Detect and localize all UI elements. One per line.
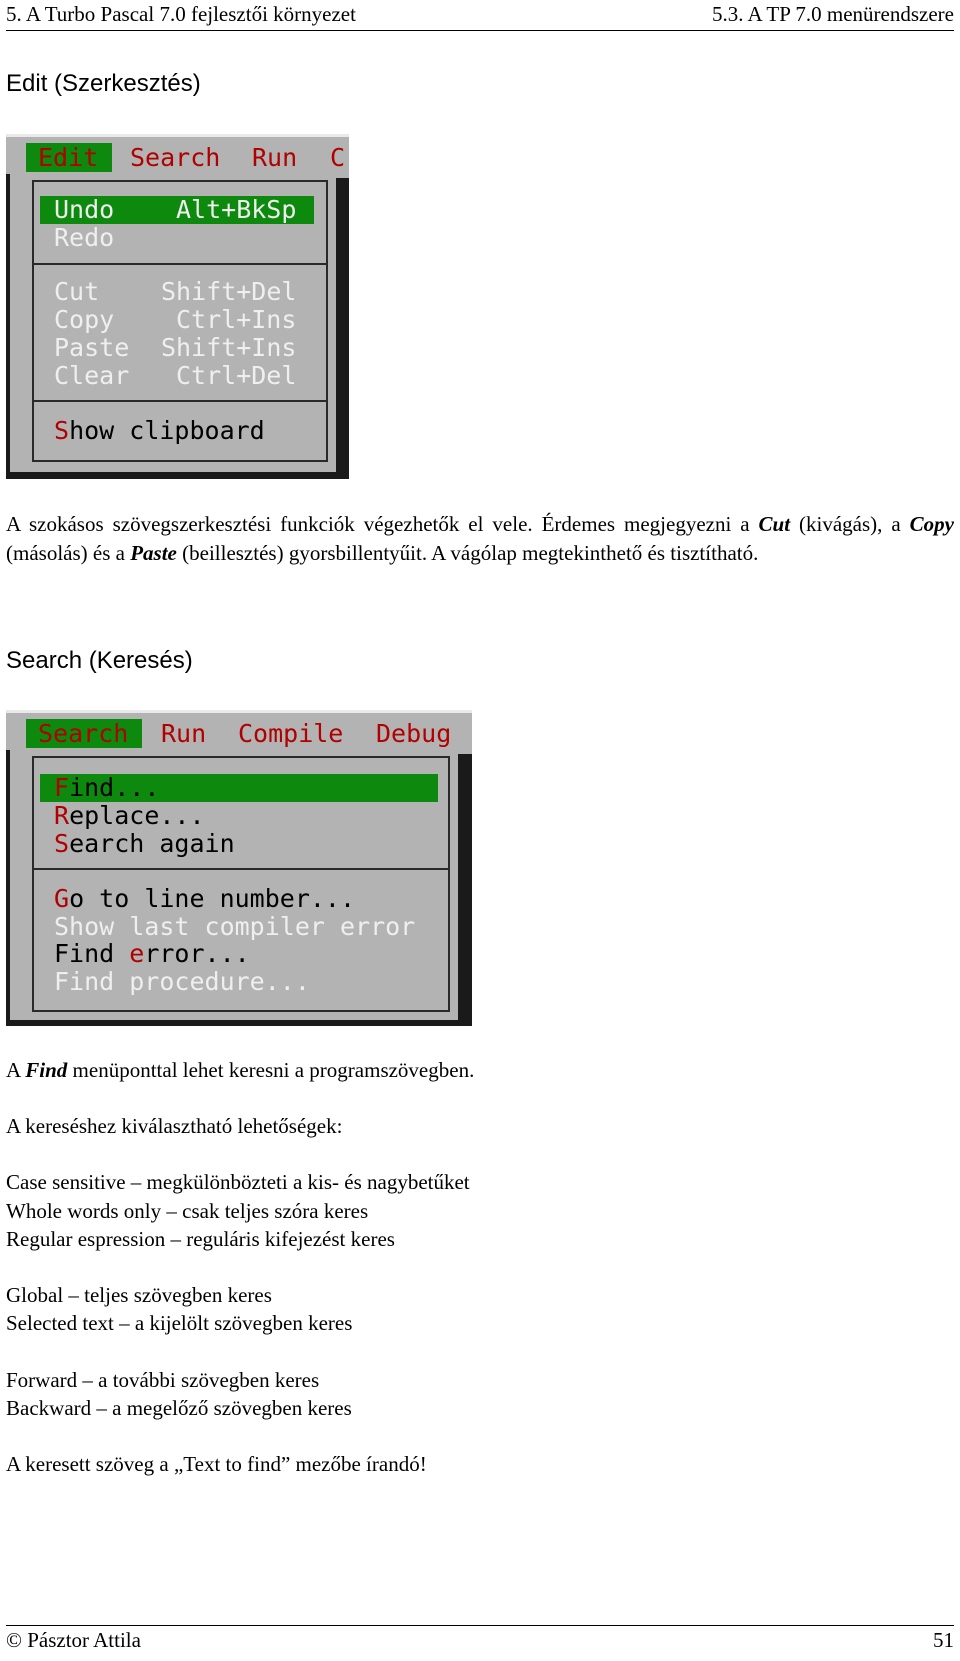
footer-rule <box>6 1625 954 1626</box>
menu-run[interactable]: Run <box>252 143 298 172</box>
menuitem-go-to-line[interactable]: Go to line number... <box>54 884 356 913</box>
clear-shortcut: Ctrl+Del <box>176 361 297 390</box>
options-intro: A kereséshez kiválasztható lehetőségek: <box>6 1114 343 1138</box>
edit-heading: Edit (Szerkesztés) <box>6 70 201 97</box>
option-whole-words: Whole words only – csak teljes szóra keres <box>6 1199 369 1223</box>
menuitem-show-last-error[interactable]: Show last compiler error <box>54 912 416 941</box>
undo-shortcut: Alt+BkSp <box>176 195 297 224</box>
option-global: Global – teljes szövegben keres <box>6 1283 272 1307</box>
menu-search[interactable]: Search <box>130 143 221 172</box>
menu-run[interactable]: Run <box>161 719 207 748</box>
menuitem-cut[interactable]: Cut <box>54 277 100 306</box>
copy-shortcut: Ctrl+Ins <box>176 305 297 334</box>
menuitem-paste[interactable]: Paste <box>54 333 130 362</box>
menu-debug[interactable]: Debug <box>376 719 452 748</box>
search-heading: Search (Keresés) <box>6 647 193 674</box>
menu-edit[interactable]: Edit <box>26 143 112 172</box>
header-chapter: 5. A Turbo Pascal 7.0 fejlesztői környezet <box>6 2 356 26</box>
menuitem-copy[interactable]: Copy <box>54 305 115 334</box>
search-dropdown <box>28 750 458 1020</box>
menuitem-search-again[interactable]: Search again <box>54 829 235 858</box>
option-regular-expression: Regular espression – reguláris kifejezést keres <box>6 1227 395 1251</box>
menuitem-clear[interactable]: Clear <box>54 361 130 390</box>
paste-shortcut: Shift+Ins <box>161 333 297 362</box>
cut-shortcut: Shift+Del <box>161 277 297 306</box>
option-selected-text: Selected text – a kijelölt szövegben keres <box>6 1311 353 1335</box>
menuitem-show-clipboard[interactable]: Show clipboard <box>54 416 265 445</box>
edit-description: A szokásos szövegszerkesztési funkciók végezhetők el vele. Érdemes megjegyezni a Cut (kivágás), a Copy (másolás) és a Paste (beillesztés) gyorsbillentyűit. A vágólap megtekinthető és tisztítható. <box>6 512 954 565</box>
menuitem-find-error[interactable]: Find error... <box>54 939 250 968</box>
header-section: 5.3. A TP 7.0 menürendszere <box>711 2 954 26</box>
closing-note: A keresett szöveg a „Text to find” mezőbe írandó! <box>6 1452 427 1476</box>
option-forward: Forward – a további szövegben keres <box>6 1368 320 1392</box>
menuitem-undo[interactable]: Undo <box>54 195 115 224</box>
menu-compile[interactable]: Compile <box>238 719 344 748</box>
edit-menubar <box>6 134 349 177</box>
menuitem-redo[interactable]: Redo <box>54 223 115 252</box>
menuitem-replace[interactable]: Replace... <box>54 801 205 830</box>
search-menubar <box>6 710 472 753</box>
edit-dropdown <box>26 174 336 472</box>
menuitem-find[interactable]: Find... <box>54 773 160 802</box>
search-menu-screenshot <box>6 710 472 1026</box>
page-number: 51 <box>933 1628 954 1652</box>
option-backward: Backward – a megelőző szövegben keres <box>6 1396 352 1420</box>
page-header <box>6 2 954 28</box>
menuitem-find-procedure[interactable]: Find procedure... <box>54 967 310 996</box>
find-description: A Find menüponttal lehet keresni a programszövegben. <box>6 1058 475 1082</box>
menu-search[interactable]: Search <box>26 719 142 748</box>
edit-menu-screenshot <box>6 134 349 479</box>
option-case-sensitive: Case sensitive – megkülönbözteti a kis- és nagybetűket <box>6 1170 470 1194</box>
menu-compile-partial[interactable]: C <box>330 143 346 172</box>
footer-author: © Pásztor Attila <box>6 1628 141 1652</box>
header-rule <box>6 30 954 31</box>
